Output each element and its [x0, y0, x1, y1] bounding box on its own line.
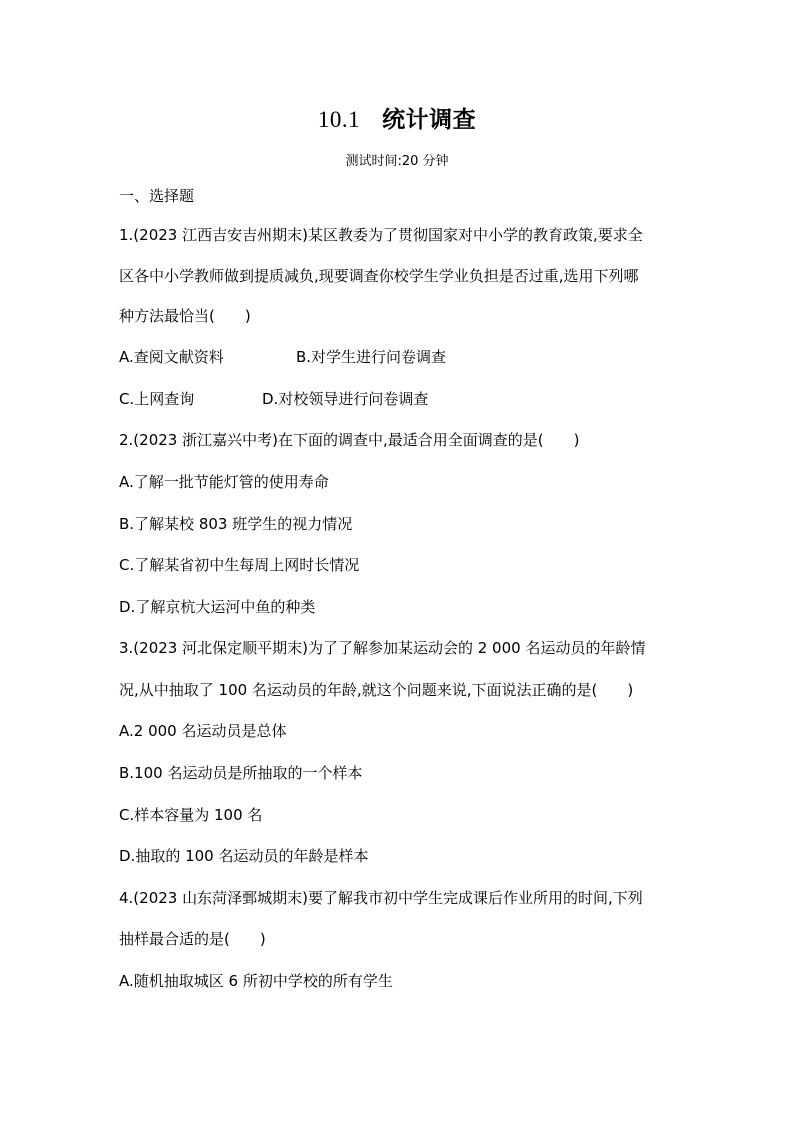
- q2-option-d: D.了解京杭大运河中鱼的种类: [119, 598, 316, 616]
- q1-text-line-1: 1.(2023 江西吉安吉州期末)某区教委为了贯彻国家对中小学的教育政策,要求全: [119, 226, 643, 244]
- q3-option-c: C.样本容量为 100 名: [119, 806, 263, 824]
- q3-text-line-1: 3.(2023 河北保定顺平期末)为了了解参加某运动会的 2 000 名运动员的年龄情: [119, 639, 646, 657]
- page-title: [0, 101, 794, 134]
- q1-option-a: A.查阅文献资料: [119, 348, 224, 366]
- q4-text-line-1: 4.(2023 山东菏泽鄄城期末)要了解我市初中学生完成课后作业所用的时间,下列: [119, 889, 643, 907]
- q3-option-d: D.抽取的 100 名运动员的年龄是样本: [119, 847, 369, 865]
- q2-option-a: A.了解一批节能灯管的使用寿命: [119, 473, 329, 491]
- q3-text-line-2: 况,从中抽取了 100 名运动员的年龄,就这个问题来说,下面说法正确的是( ): [119, 681, 634, 699]
- q1-option-d: D.对校领导进行问卷调查: [262, 390, 429, 408]
- q2-option-c: C.了解某省初中生每周上网时长情况: [119, 556, 360, 574]
- q1-option-c: C.上网查询: [119, 390, 195, 408]
- q4-text-line-2: 抽样最合适的是( ): [119, 930, 266, 948]
- q1-option-b: B.对学生进行问卷调查: [296, 348, 447, 366]
- q3-option-a: A.2 000 名运动员是总体: [119, 722, 287, 740]
- q4-option-a: A.随机抽取城区 6 所初中学校的所有学生: [119, 972, 393, 990]
- title-text: 统计调查: [382, 107, 477, 133]
- q2-text-line-1: 2.(2023 浙江嘉兴中考)在下面的调查中,最适合用全面调查的是( ): [119, 431, 580, 449]
- test-time: 测试时间:20 分钟: [345, 154, 449, 169]
- q2-option-b: B.了解某校 803 班学生的视力情况: [119, 515, 353, 533]
- q3-option-b: B.100 名运动员是所抽取的一个样本: [119, 764, 363, 782]
- q1-text-line-3: 种方法最恰当( ): [119, 307, 251, 325]
- section-heading: 一、选择题: [119, 187, 195, 205]
- q1-text-line-2: 区各中小学教师做到提质减负,现要调查你校学生学业负担是否过重,选用下列哪: [119, 267, 639, 285]
- title-number: 10.1: [317, 107, 361, 132]
